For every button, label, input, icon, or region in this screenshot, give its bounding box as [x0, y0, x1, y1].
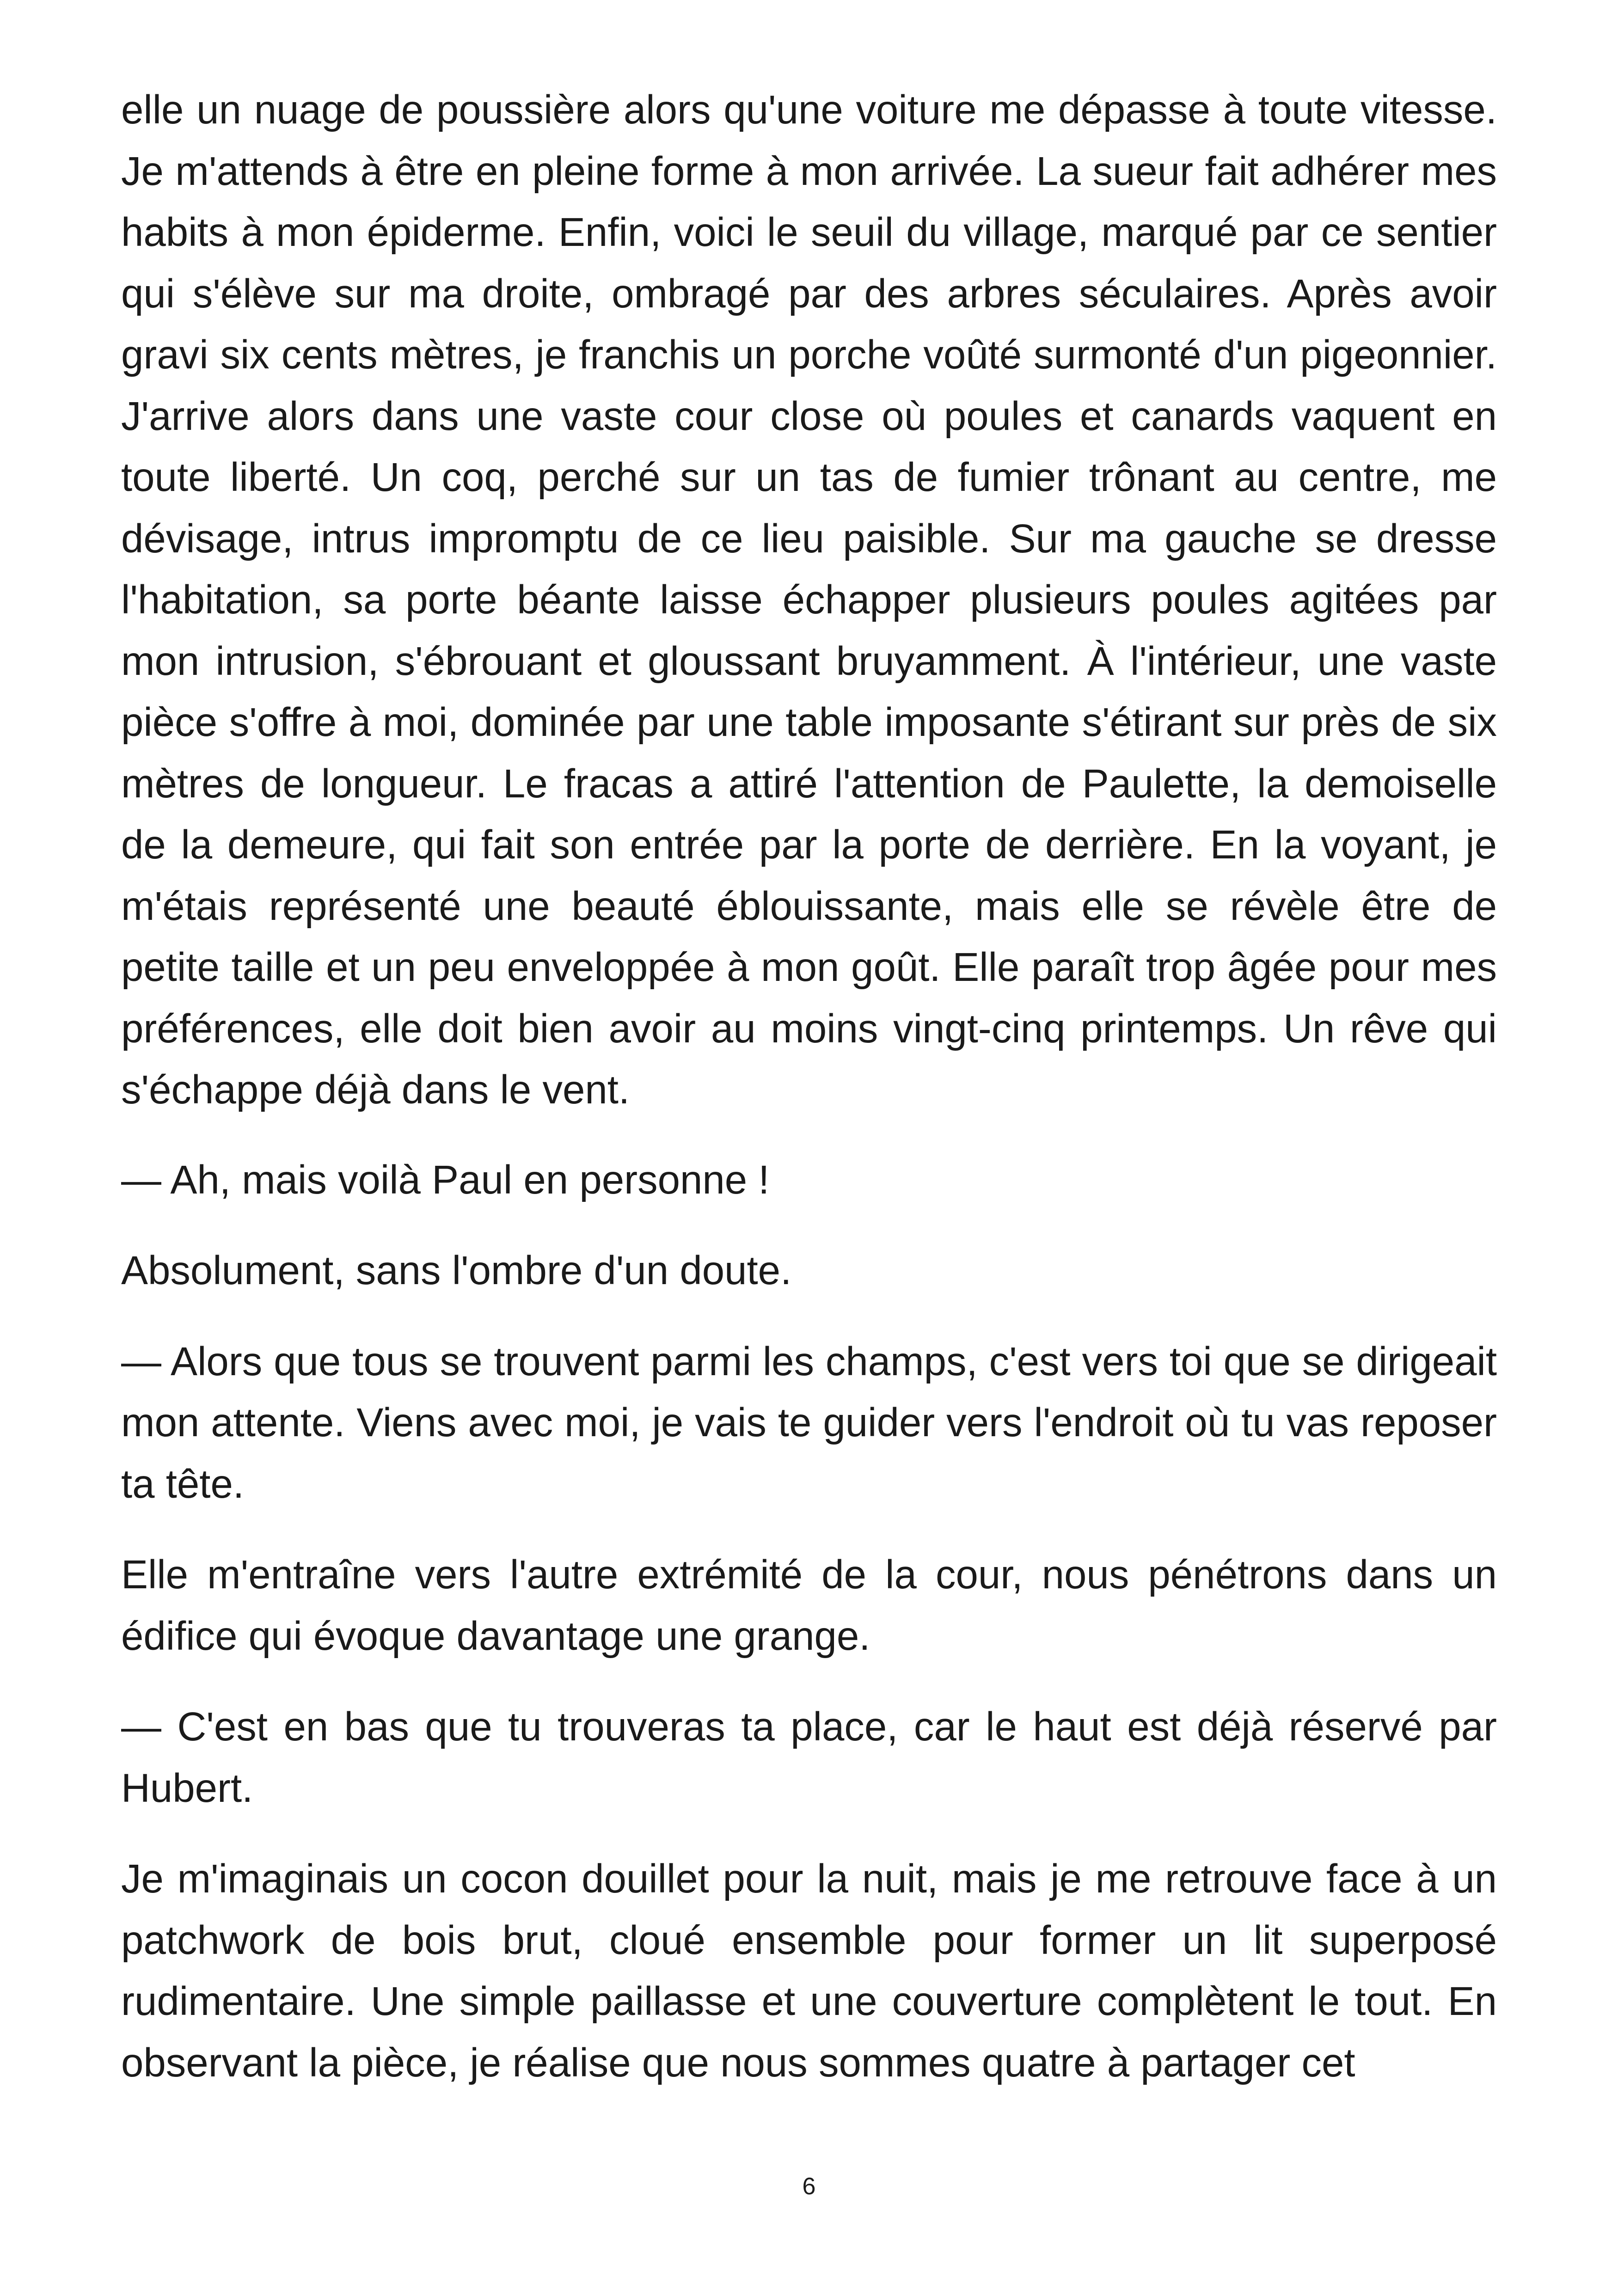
page-number: 6 — [802, 2173, 816, 2200]
paragraph: Elle m'entraîne vers l'autre extrémité de la cour, nous pénétrons dans un édifice qui évoque davantage une grange. — [121, 1552, 1497, 1659]
paragraph: Absolument, sans l'ombre d'un doute. — [121, 1248, 792, 1293]
paragraph: Je m'imaginais un cocon douillet pour la nuit, mais je me retrouve face à un patchwork de bois brut, cloué ensemble pour former un lit superposé rudimentaire. Une simple paillasse et une couverture complètent le tout. En observant la pièce, je réalise que nous sommes quatre à partager cet — [121, 1856, 1497, 2085]
paragraph-dialogue: — Alors que tous se trouvent parmi les champs, c'est vers toi que se dirigeait mon attente. Viens avec moi, je vais te guider vers l'endroit où tu vas reposer ta tête. — [121, 1339, 1497, 1506]
paragraph-dialogue: — Ah, mais voilà Paul en personne ! — [121, 1157, 770, 1202]
paragraph-dialogue: — C'est en bas que tu trouveras ta place, car le haut est déjà réservé par Hubert. — [121, 1704, 1497, 1811]
body-text — [121, 80, 1497, 2123]
paragraph: elle un nuage de poussière alors qu'une voiture me dépasse à toute vitesse. Je m'attends à être en pleine forme à mon arrivée. La sueur fait adhérer mes habits à mon épiderme. Enfin, voici le seuil du village, marqué par ce sentier qui s'élève sur ma droite, ombragé par des arbres séculaires. Après avoir gravi six cents mètres, je franchis un porche voûté surmonté d'un pigeonnier. J'arrive alors dans une vaste cour close où poules et canards vaquent en toute liberté. Un coq, perché sur un tas de fumier trônant au centre, me dévisage, intrus impromptu de ce lieu paisible. Sur ma gauche se dresse l'habitation, sa porte béante laisse échapper plusieurs poules agitées par mon intrusion, s'ébrouant et gloussant bruyamment. À l'intérieur, une vaste pièce s'offre à moi, dominée par une table imposante s'étirant sur près de six mètres de longueur. Le fracas a attiré l'attention de Paulette, la demoiselle de la demeure, qui fait son entrée par la porte de derrière. En la voyant, je m'étais représenté une beauté éblouissante, mais elle se révèle être de petite taille et un peu enveloppée à mon goût. Elle paraît trop âgée pour mes préférences, elle doit bien avoir au moins vingt-cinq printemps. Un rêve qui s'échappe déjà dans le vent. — [121, 87, 1497, 1112]
